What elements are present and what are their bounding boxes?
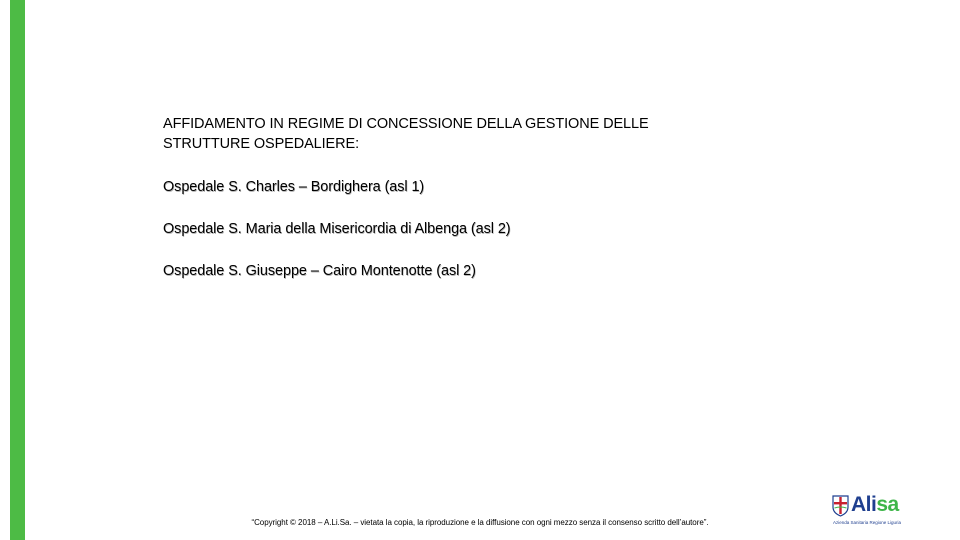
slide-heading [163,114,723,154]
left-accent-bar [10,0,25,540]
hospital-item-cairo-montenotte: Ospedale S. Giuseppe – Cairo Montenotte (asl 2) [163,263,476,279]
logo-word-part2: sa [876,493,899,516]
copyright-notice: “Copyright © 2018 – A.Li.Sa. – vietata la copia, la riproduzione e la diffusione con ogni mezzo senza il consenso scritto dell’autore”. [251,518,709,527]
logo-word-part1: Ali [851,493,877,516]
logo-wordmark [851,492,899,518]
liguria-crest-icon [832,495,849,517]
slide-content [163,114,723,303]
heading-line-1: AFFIDAMENTO IN REGIME DI CONCESSIONE DELLA GESTIONE DELLE [163,116,649,132]
hospital-item-albenga: Ospedale S. Maria della Misericordia di Albenga (asl 2) [163,221,511,237]
alisa-logo [828,492,924,528]
logo-subtitle: Azienda Sanitaria Regione Liguria [833,520,902,525]
heading-line-2: STRUTTURE OSPEDALIERE: [163,136,359,152]
hospital-item-bordighera: Ospedale S. Charles – Bordighera (asl 1) [163,179,425,195]
